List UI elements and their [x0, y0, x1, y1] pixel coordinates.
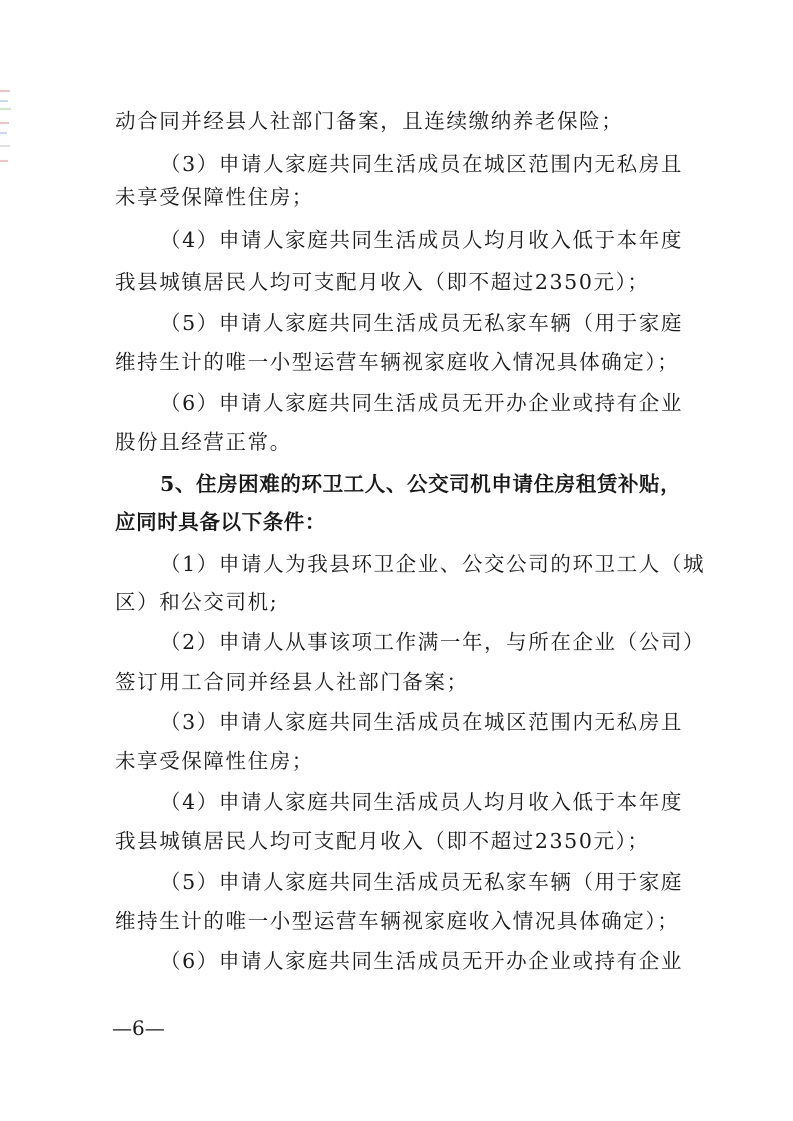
section-heading-line: 5、住房困难的环卫工人、公交司机申请住房租赁补贴，	[160, 472, 682, 496]
body-line: 区）和公交司机;	[115, 590, 279, 614]
body-line: 维持生计的唯一小型运营车辆视家庭收入情况具体确定）；	[115, 909, 680, 933]
body-line: （2）申请人从事该项工作满一年，与所在企业（公司）	[160, 630, 706, 654]
body-line: 股份且经营正常。	[115, 430, 292, 454]
body-line: （1）申请人为我县环卫企业、公交公司的环卫工人（城	[160, 552, 706, 576]
body-line: 维持生计的唯一小型运营车辆视家庭收入情况具体确定）；	[115, 350, 680, 374]
body-line: （3）申请人家庭共同生活成员在城区范围内无私房且	[160, 710, 683, 734]
body-line: （3）申请人家庭共同生活成员在城区范围内无私房且	[160, 152, 683, 176]
body-line: （5）申请人家庭共同生活成员无私家车辆（用于家庭	[160, 870, 683, 894]
section-heading-line: 应同时具备以下条件：	[115, 510, 326, 534]
body-line: 未享受保障性住房；	[115, 185, 314, 209]
body-line: 未享受保障性住房；	[115, 749, 314, 773]
scan-edge-marks	[0, 70, 14, 190]
body-line: （4）申请人家庭共同生活成员人均月收入低于本年度	[160, 790, 683, 814]
body-line: （5）申请人家庭共同生活成员无私家车辆（用于家庭	[160, 311, 683, 335]
body-line: 我县城镇居民人均可支配月收入（即不超过2350元）；	[115, 829, 650, 853]
body-line: （4）申请人家庭共同生活成员人均月收入低于本年度	[160, 228, 683, 252]
page-number: —6—	[112, 1016, 165, 1040]
body-line: （6）申请人家庭共同生活成员无开办企业或持有企业	[160, 949, 683, 973]
body-line: （6）申请人家庭共同生活成员无开办企业或持有企业	[160, 391, 683, 415]
body-line: 动合同并经县人社部门备案，且连续缴纳养老保险；	[115, 109, 624, 133]
body-line: 我县城镇居民人均可支配月收入（即不超过2350元）；	[115, 270, 650, 294]
body-line: 签订用工合同并经县人社部门备案；	[115, 670, 469, 694]
